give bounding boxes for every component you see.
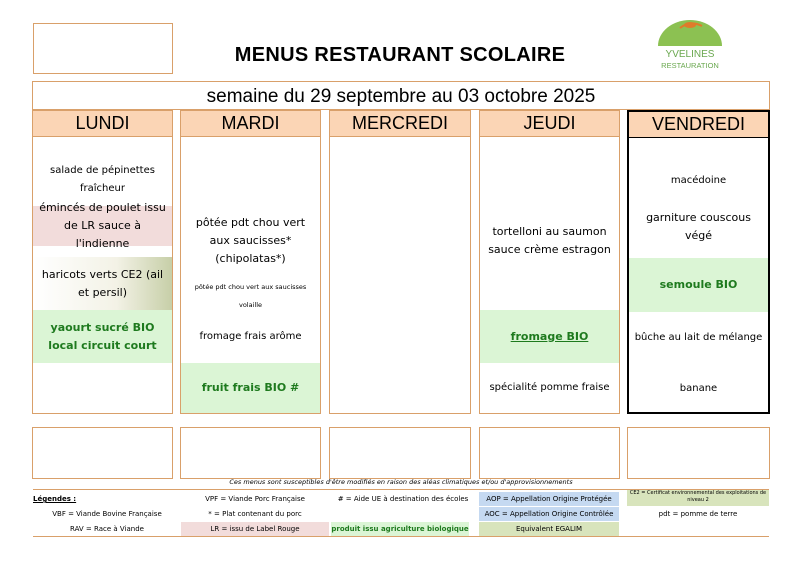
- legend-rav: RAV = Race à Viande: [70, 525, 144, 533]
- day-header: MARDI: [181, 111, 320, 137]
- legend: [33, 489, 769, 537]
- legend-lr: LR = issu de Label Rouge: [181, 522, 329, 536]
- brand-line1: YVELINES: [665, 49, 715, 60]
- menu-item: yaourt sucré BIO local circuit court: [33, 310, 172, 363]
- menu-item: émincés de poulet issu de LR sauce à l'indienne: [33, 206, 172, 246]
- day-header: LUNDI: [33, 111, 172, 137]
- legend-title: Légendes :: [33, 495, 77, 503]
- menu-item: spécialité pomme fraise: [489, 382, 610, 393]
- legend-bio: produit issu agriculture biologique: [331, 522, 469, 536]
- legend-aoc: AOC = Appellation Origine Contrôlée: [479, 507, 619, 521]
- brand-logo: [640, 16, 740, 72]
- brand-line2: RESTAURATION: [661, 61, 719, 70]
- menu-item: bûche au lait de mélange: [634, 331, 763, 343]
- legend-pdt: pdt = pomme de terre: [658, 510, 738, 518]
- week-banner: semaine du 29 septembre au 03 octobre 2025: [32, 81, 770, 110]
- menu-item: banane: [679, 383, 718, 394]
- legend-ce2: CE2 = Certificat environnemental des exploitations de niveau 2: [627, 490, 769, 506]
- legend-aop: AOP = Appellation Origine Protégée: [479, 492, 619, 506]
- legend-vbf: VBF = Viande Bovine Française: [52, 510, 162, 518]
- brand-logo-icon: [640, 16, 740, 72]
- day-header: MERCREDI: [330, 111, 470, 137]
- legend-porc: * = Plat contenant du porc: [208, 510, 302, 518]
- day-column-lundi: [32, 110, 173, 414]
- menu-item: fromage BIO: [480, 310, 619, 363]
- day-column-mardi: [180, 110, 321, 414]
- menu-item: pôtée pdt chou vert aux saucisses volaille: [194, 283, 307, 309]
- menu-item: salade de pépinettes fraîcheur: [50, 165, 155, 194]
- menu-item: pôtée pdt chou vert aux saucisses* (chipolatas*): [195, 216, 306, 265]
- menu-item: semoule BIO: [629, 258, 768, 312]
- logo-placeholder: [33, 23, 173, 74]
- menu-item: [480, 154, 619, 206]
- day-header: JEUDI: [480, 111, 619, 137]
- menu-item: [181, 154, 320, 206]
- blank-cell: [329, 427, 471, 479]
- menu-item: garniture couscous végé: [646, 211, 751, 242]
- page-title: MENUS RESTAURANT SCOLAIRE: [234, 44, 566, 66]
- disclaimer-note: Ces menus sont susceptibles d'être modifiés en raison des aléas climatiques et/ou d'approvisionnements: [229, 478, 573, 486]
- legend-aide: # = Aide UE à destination des écoles: [337, 495, 469, 503]
- legend-vpf: VPF = Viande Porc Française: [205, 495, 305, 503]
- menu-item: [33, 363, 172, 413]
- menu-item: fromage frais arôme: [199, 330, 302, 342]
- menu-item: tortelloni au saumon sauce crème estragon: [488, 225, 611, 256]
- blank-cell: [479, 427, 620, 479]
- day-header: VENDREDI: [629, 112, 768, 138]
- day-column-jeudi: [479, 110, 620, 414]
- blank-cell: [32, 427, 173, 479]
- blank-cell: [180, 427, 321, 479]
- menu-item: [480, 257, 619, 311]
- day-column-mercredi: [329, 110, 471, 414]
- day-column-vendredi: [627, 110, 770, 414]
- menu-item: haricots verts CE2 (ail et persil): [33, 257, 172, 311]
- menu-item: macédoine: [670, 175, 727, 186]
- menu-item: fruit frais BIO #: [181, 363, 320, 413]
- legend-egalim: Equivalent EGALIM: [479, 522, 619, 536]
- blank-cell: [627, 427, 770, 479]
